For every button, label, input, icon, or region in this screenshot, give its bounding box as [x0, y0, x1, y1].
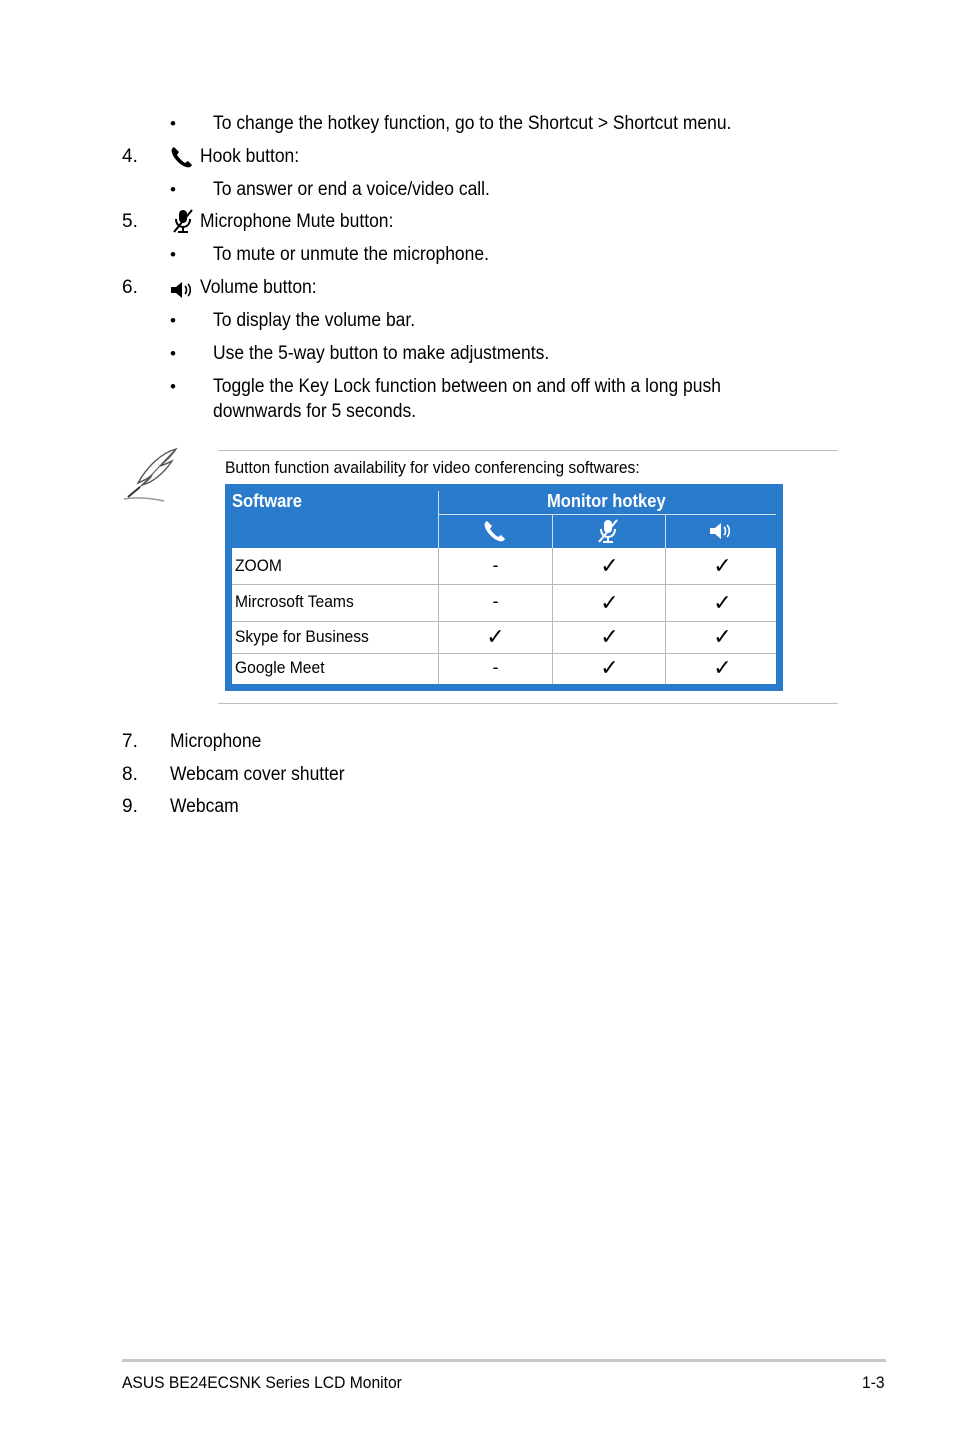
bullet-mute-text: To mute or unmute the microphone. — [213, 244, 489, 265]
phone-icon — [483, 520, 507, 542]
mute-cell: ✓ — [600, 553, 619, 578]
bullet-keylock-text-line2: downwards for 5 seconds. — [213, 401, 417, 422]
bullet-marker: • — [170, 377, 176, 396]
software-name: Mircrosoft Teams — [235, 592, 354, 611]
phone-icon — [170, 146, 194, 168]
bullet-keylock-text-line1: Toggle the Key Lock function between on and off with a long push — [213, 376, 721, 397]
bullet-marker: • — [170, 114, 176, 133]
bullet-marker: • — [170, 344, 176, 363]
note-bottom-rule — [218, 703, 838, 704]
software-name: Google Meet — [235, 658, 325, 677]
item-7-number: 7. — [122, 731, 138, 752]
item-6-number: 6. — [122, 277, 138, 298]
volume-cell: ✓ — [713, 655, 732, 680]
footer-product-name: ASUS BE24ECSNK Series LCD Monitor — [122, 1373, 402, 1392]
software-name: ZOOM — [235, 556, 282, 575]
speaker-icon — [170, 281, 196, 299]
volume-cell: ✓ — [713, 624, 732, 649]
table-row — [232, 548, 776, 584]
volume-cell: ✓ — [713, 553, 732, 578]
item-5-number: 5. — [122, 211, 138, 232]
feather-pen-icon — [122, 447, 180, 503]
volume-cell: ✓ — [713, 590, 732, 615]
header-monitor-hotkey: Monitor hotkey — [547, 491, 666, 511]
header-divider — [438, 491, 439, 548]
item-9-number: 9. — [122, 796, 138, 817]
hook-cell: - — [492, 657, 499, 677]
bullet-marker: • — [170, 245, 176, 264]
mic-mute-icon — [596, 518, 620, 544]
item-8-label: Webcam cover shutter — [170, 764, 345, 785]
bullet-call-text: To answer or end a voice/video call. — [213, 179, 490, 200]
bullet-5way-text: Use the 5-way button to make adjustments. — [213, 343, 550, 364]
mute-cell: ✓ — [600, 624, 619, 649]
bullet-marker: • — [170, 311, 176, 330]
item-6-label: Volume button: — [200, 277, 317, 298]
header-divider — [665, 514, 666, 548]
footer-rule — [122, 1359, 886, 1362]
table-row — [232, 584, 776, 621]
mic-mute-icon — [171, 208, 195, 234]
header-divider — [552, 514, 553, 548]
item-8-number: 8. — [122, 764, 138, 785]
item-4-label: Hook button: — [200, 146, 300, 167]
item-7-label: Microphone — [170, 731, 262, 752]
bullet-shortcut-text: To change the hotkey function, go to the Shortcut > Shortcut menu. — [213, 113, 732, 134]
hotkey-table — [225, 484, 783, 691]
header-subdivider — [438, 514, 776, 515]
note-caption: Button function availability for video conferencing softwares: — [225, 458, 640, 477]
table-row — [232, 653, 776, 684]
software-name: Skype for Business — [235, 627, 369, 646]
item-4-number: 4. — [122, 146, 138, 167]
table-row — [232, 621, 776, 653]
hook-cell: - — [492, 591, 499, 611]
mute-cell: ✓ — [600, 590, 619, 615]
speaker-icon — [709, 522, 735, 540]
page-number: 1-3 — [862, 1373, 885, 1392]
note-top-rule — [218, 450, 838, 451]
item-5-label: Microphone Mute button: — [200, 211, 394, 232]
item-9-label: Webcam — [170, 796, 239, 817]
hook-cell: - — [492, 555, 499, 575]
bullet-marker: • — [170, 180, 176, 199]
header-software: Software — [232, 491, 302, 511]
mute-cell: ✓ — [600, 655, 619, 680]
table-body — [232, 548, 776, 684]
hook-cell: ✓ — [486, 624, 505, 649]
bullet-volume-bar-text: To display the volume bar. — [213, 310, 416, 331]
